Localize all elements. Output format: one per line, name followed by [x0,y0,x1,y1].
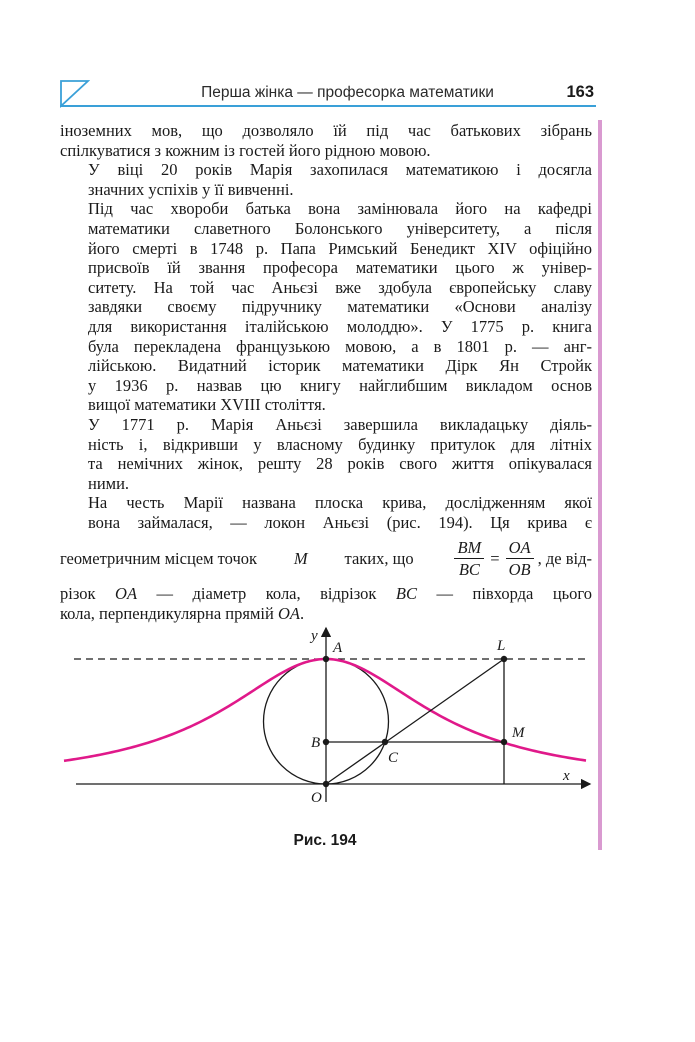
segment-o-l [326,659,504,784]
label-x: x [563,768,570,784]
text-line: присвоїв їй звання професора математики цього ж універ- [88,258,592,278]
formula-text-before: геометричним місцем точок [60,548,258,568]
fraction-oa-ob [506,538,534,579]
text-line: На честь Марії названа плоска крива, дослідженням якої [88,493,592,513]
var-m: M [293,548,308,568]
text-line: його смерті в 1748 р. Папа Римський Бенедикт XIV офіційно [88,238,592,258]
point-b [323,739,329,745]
page-number: 163 [566,83,594,101]
point-o [323,781,329,787]
label-m: M [512,725,525,741]
fraction-bm-bc [454,538,484,579]
text-fragment: кола, перпендикулярна прямій [60,604,274,624]
text-line: У віці 20 років Марія захопилася математикою і досягла [88,160,592,180]
text-line: математики славетного Болонського університету, а після [88,218,592,238]
fraction-denominator: OB [508,559,531,579]
var-bc: BC [395,584,418,604]
text-line: ність і, відкривши у власному будинку притулок для літніх [88,434,592,454]
text-line: У 1771 р. Марія Аньєзі завершила викладацьку діяль- [88,414,592,434]
formula-text-mid: таких, що [344,548,414,568]
label-l: L [497,638,506,654]
text-fragment: різок [60,584,96,604]
var-oa: OA [277,604,300,624]
formula-line [60,534,592,582]
witch-of-agnesi-curve [64,659,586,761]
paragraph-2 [60,160,592,199]
text-line: вона займалася, — локон Аньєзі (рис. 194). Ця крива є [88,512,592,532]
fraction-numerator: OA [506,538,534,559]
text-line: значних успіхів у її вивченні. [88,179,294,199]
point-a [323,656,329,662]
figure-194 [60,622,600,822]
text-fragment: — півхорда цього [436,584,593,604]
fraction-numerator: BM [454,538,484,559]
text-line: лійською. Видатний історик математики Дірк Ян Стройк [88,356,592,376]
label-a: A [333,640,343,656]
text-fragment: . [299,604,305,624]
paragraph-5 [60,493,592,532]
text-line: ситету. На той час Аньєзі вже здобула європейську славу [88,277,592,297]
paragraph-1 [60,121,592,160]
point-l [501,656,507,662]
header-rule [60,105,596,107]
text-line: для використання італійською молоддю». У 1775 р. книга [88,316,592,336]
formula [450,538,592,579]
point-c [382,739,388,745]
text-fragment: — діаметр кола, відрізок [156,584,377,604]
text-line: завдяки своєму підручнику математики «Основи аналізу [88,297,592,317]
text-line: іноземних мов, що дозволяло їй під час батькових зібрань [60,121,592,140]
text-line [60,584,592,604]
body-text [60,121,592,624]
label-y: y [311,628,318,644]
paragraph-4 [60,415,592,493]
text-line [60,604,592,624]
text-line: та немічних жінок, решту 28 років свого життя опікувалася [88,454,592,474]
formula-text-after: , де від- [537,548,592,568]
var-oa: OA [115,584,138,604]
point-m [501,739,507,745]
text-line: була перекладена французькою мовою, а в 1801 р. — анг- [88,336,592,356]
fraction-denominator: BC [458,559,480,579]
label-c: C [388,750,399,766]
equals-sign: = [490,548,500,568]
text-line: спілкуватися з кожним із гостей його рідною мовою. [60,140,431,160]
paragraph-3 [60,199,592,415]
text-line: Під час хвороби батька вона замінювала його на кафедрі [88,199,592,219]
text-line: ними. [88,473,130,493]
label-o: O [311,790,322,806]
label-b: B [311,735,321,751]
text-line: вищої математики XVIII століття. [88,395,326,415]
figure-caption: Рис. 194 [293,832,357,849]
running-title: Перша жінка — професорка математики [201,84,494,101]
text-line: у 1936 р. назвав цю книгу найглибшим викладом основ [88,375,592,395]
